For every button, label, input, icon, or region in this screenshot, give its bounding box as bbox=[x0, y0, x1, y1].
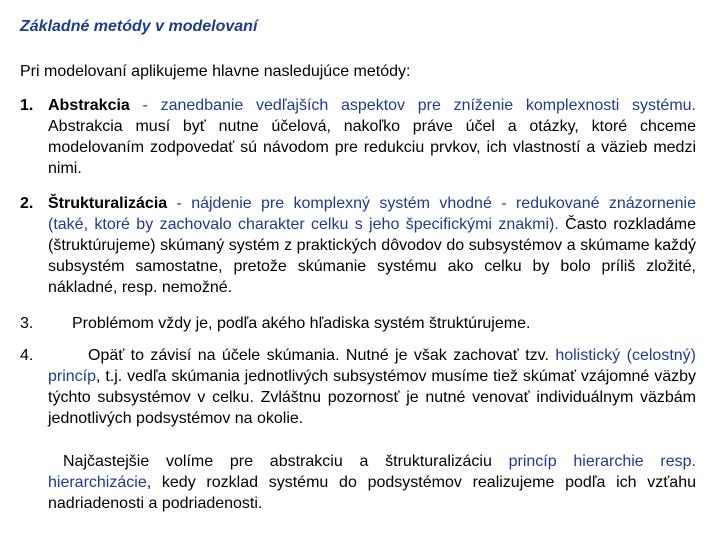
list-item-problem bbox=[20, 313, 696, 334]
closing-text: Najčastejšie volíme pre abstrakciu a štrukturalizáciu bbox=[63, 453, 509, 470]
item-term: Štrukturalizácia bbox=[48, 195, 168, 212]
list-item-holisticky bbox=[20, 345, 696, 429]
item-body bbox=[48, 345, 696, 429]
closing-paragraph bbox=[48, 451, 696, 514]
item-text: Abstrakcia musí byť nutne účelová, nakoľko práve účel a otázky, ktoré chceme modelovaním zodpovedať sú návodom pre redukciu prvkov, ich vlastností a väzieb medzi nimi. bbox=[48, 118, 696, 177]
item-definition: nájdenie pre komplexný systém vhodné - redukované znázornenie (také, ktoré by zachovalo charakter celku s jeho špecifickými znakmi). bbox=[48, 195, 697, 233]
item-highlight: holistický (celostný) princíp bbox=[48, 347, 696, 385]
item-number: 2. bbox=[20, 195, 34, 212]
list-item-abstrakcia bbox=[20, 95, 696, 179]
item-number: 4. bbox=[20, 347, 34, 364]
item-text: Problémom vždy je, podľa akého hľadiska systém štruktúrujeme. bbox=[72, 315, 531, 332]
item-number: 3. bbox=[20, 315, 34, 332]
item-text: , t.j. vedľa skúmania jednotlivých subsystémov musíme tiež skúmať vzájomné väzby týchto subsystémov v celku. Zvláštnu pozornosť je nutné venovať individuálnym väzbám jednotlivých podsystémov na okolie. bbox=[48, 368, 696, 427]
item-text: Často rozkladáme (štruktúrujeme) skúmaný systém z praktických dôvodov do subsystémov a skúmame každý subsystém samostatne, pretože skúmanie systému ako celku by bolo príliš zložité, nákladné, resp. nemožné. bbox=[48, 216, 697, 296]
item-number: 1. bbox=[20, 97, 34, 114]
item-text: Opäť to závisí na účele skúmania. Nutné je však zachovať tzv. bbox=[88, 347, 556, 364]
page-title: Základné metódy v modelovaní bbox=[20, 18, 258, 35]
item-term: Abstrakcia bbox=[48, 97, 130, 114]
item-separator: - bbox=[167, 195, 192, 212]
closing-text: , kedy rozklad systému do podsystémov realizujeme podľa ich vzťahu nadriadenosti a podriadenosti. bbox=[48, 474, 696, 512]
intro-text: Pri modelovaní aplikujeme hlavne nasledujúce metódy: bbox=[20, 63, 411, 80]
item-definition: zanedbanie vedľajších aspektov pre zníženie komplexnosti systému. bbox=[160, 97, 696, 114]
item-separator: - bbox=[129, 97, 161, 114]
item-body bbox=[48, 193, 696, 298]
item-body bbox=[48, 95, 696, 179]
closing-highlight: princíp hierarchie resp. hierarchizácie bbox=[48, 453, 697, 491]
list-item-strukturalizacia bbox=[20, 193, 696, 298]
